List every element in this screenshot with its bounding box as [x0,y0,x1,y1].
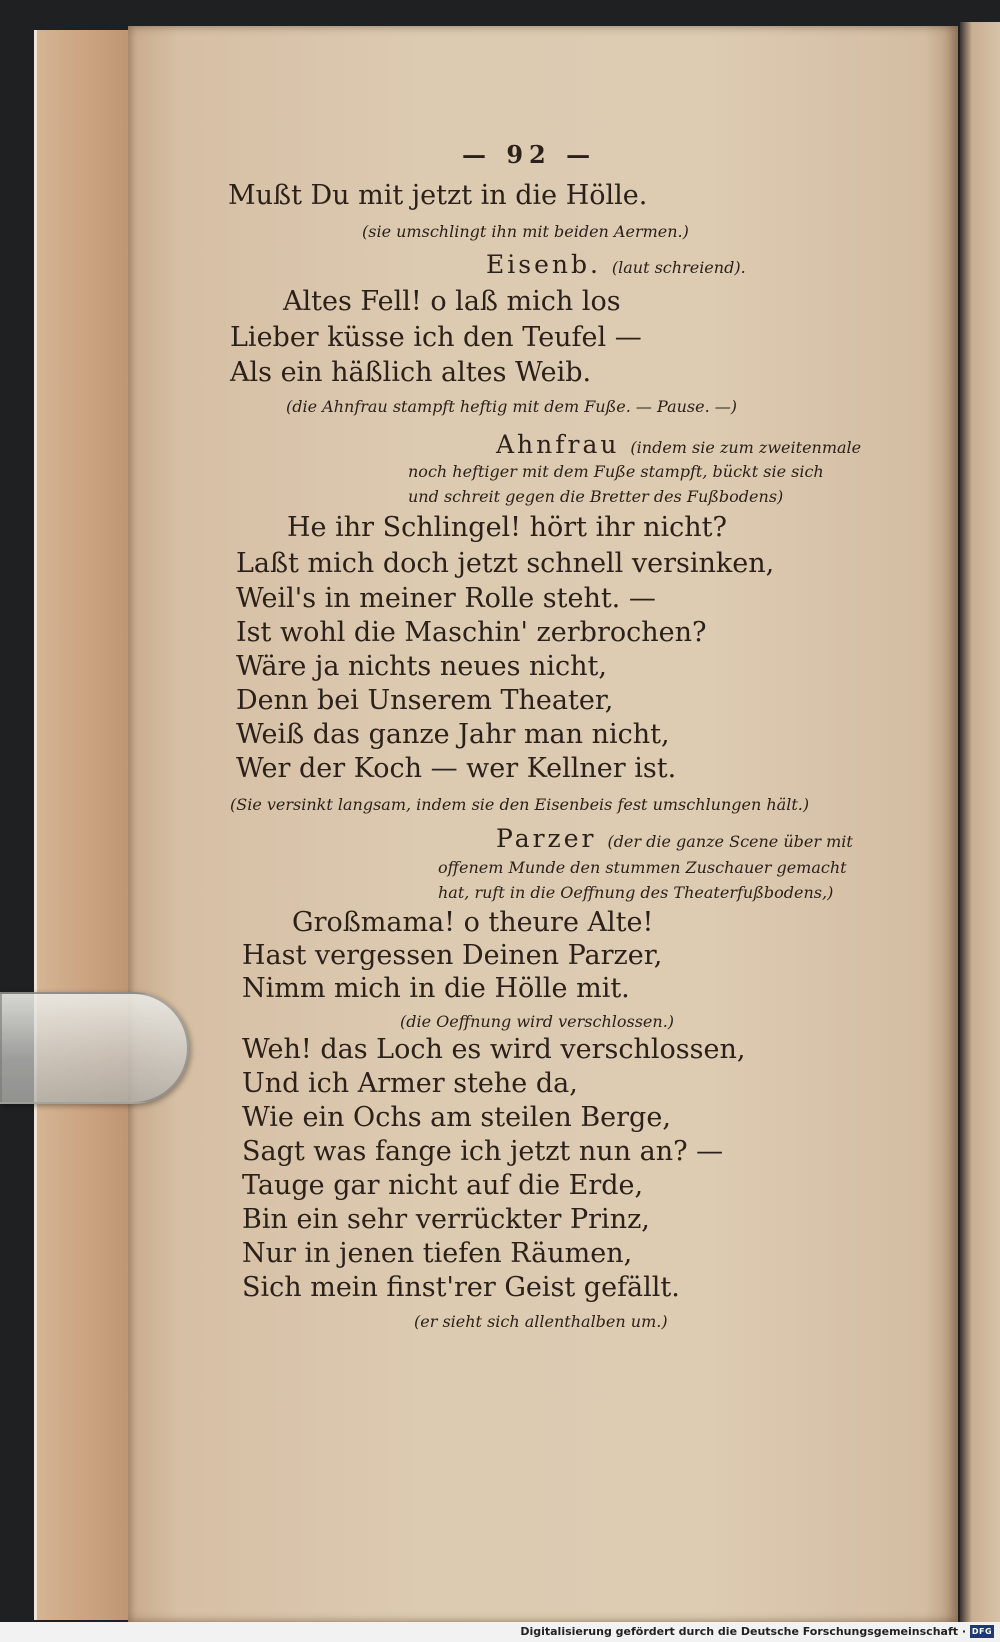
verse-line: Sich mein finst'rer Geist gefällt. [242,1272,680,1303]
verse-line: Wie ein Ochs am steilen Berge, [242,1102,671,1133]
verse-line: Großmama! o theure Alte! [292,907,654,938]
stage-direction: (sie umschlingt ihn mit beiden Aermen.) [362,222,689,241]
verse-line: Lieber küsse ich den Teufel — [230,322,642,353]
page-number: — 92 — [462,140,597,169]
verse-line: Altes Fell! o laß mich los [283,286,621,317]
stage-direction: offenem Munde den stummen Zuschauer gemacht [438,858,847,877]
verse-line: Nimm mich in die Hölle mit. [242,973,630,1004]
stage-direction: und schreit gegen die Bretter des Fußbodens) [408,487,784,506]
verse-line: Als ein häßlich altes Weib. [230,357,592,388]
speaker-heading [496,430,861,459]
page-clip [0,992,189,1104]
stage-direction: (die Ahnfrau stampft heftig mit dem Fuße. — Pause. —) [286,397,737,416]
verse-line: He ihr Schlingel! hört ihr nicht? [287,512,727,543]
verse-line: Sagt was fange ich jetzt nun an? — [242,1136,724,1167]
stage-direction: (er sieht sich allenthalben um.) [414,1312,668,1331]
speaker-note: (laut schreiend). [611,258,746,277]
verse-line: Tauge gar nicht auf die Erde, [242,1170,644,1201]
verse-line: Wäre ja nichts neues nicht, [236,651,607,682]
verse-line: Mußt Du mit jetzt in die Hölle. [228,180,648,211]
speaker-heading [496,824,853,853]
verse-line: Weiß das ganze Jahr man nicht, [236,719,670,750]
verse-line: Ist wohl die Maschin' zerbrochen? [236,617,707,648]
stage-direction: noch heftiger mit dem Fuße stampft, bückt sie sich [408,462,824,481]
speaker-name: Parzer [496,824,597,853]
verse-line: Bin ein sehr verrückter Prinz, [242,1204,650,1235]
verse-line: Weh! das Loch es wird verschlossen, [242,1034,746,1065]
speaker-note: (indem sie zum zweitenmale [630,438,862,457]
verse-line: Nur in jenen tiefen Räumen, [242,1238,633,1269]
speaker-note: (der die ganze Scene über mit [607,832,853,851]
verse-line: Weil's in meiner Rolle steht. — [236,583,656,614]
footer-bar [0,1622,1000,1642]
speaker-heading [486,250,746,279]
verse-line: Hast vergessen Deinen Parzer, [242,940,663,971]
verse-line: Wer der Koch — wer Kellner ist. [236,753,677,784]
speaker-name: Ahnfrau [496,430,620,459]
verse-line: Laßt mich doch jetzt schnell versinken, [236,548,775,579]
footer-credit: Digitalisierung gefördert durch die Deutsche Forschungsgemeinschaft · [520,1625,966,1638]
stage-direction: (Sie versinkt langsam, indem sie den Eisenbeis fest umschlungen hält.) [230,795,810,814]
book-edge-right [960,22,1000,1622]
dfg-logo: DFG [971,1627,993,1636]
verse-line: Denn bei Unserem Theater, [236,685,614,716]
stage-direction: hat, ruft in die Oeffnung des Theaterfußbodens,) [438,883,834,902]
speaker-name: Eisenb. [486,250,601,279]
verse-line: Und ich Armer stehe da, [242,1068,578,1099]
stage-direction: (die Oeffnung wird verschlossen.) [400,1012,675,1031]
